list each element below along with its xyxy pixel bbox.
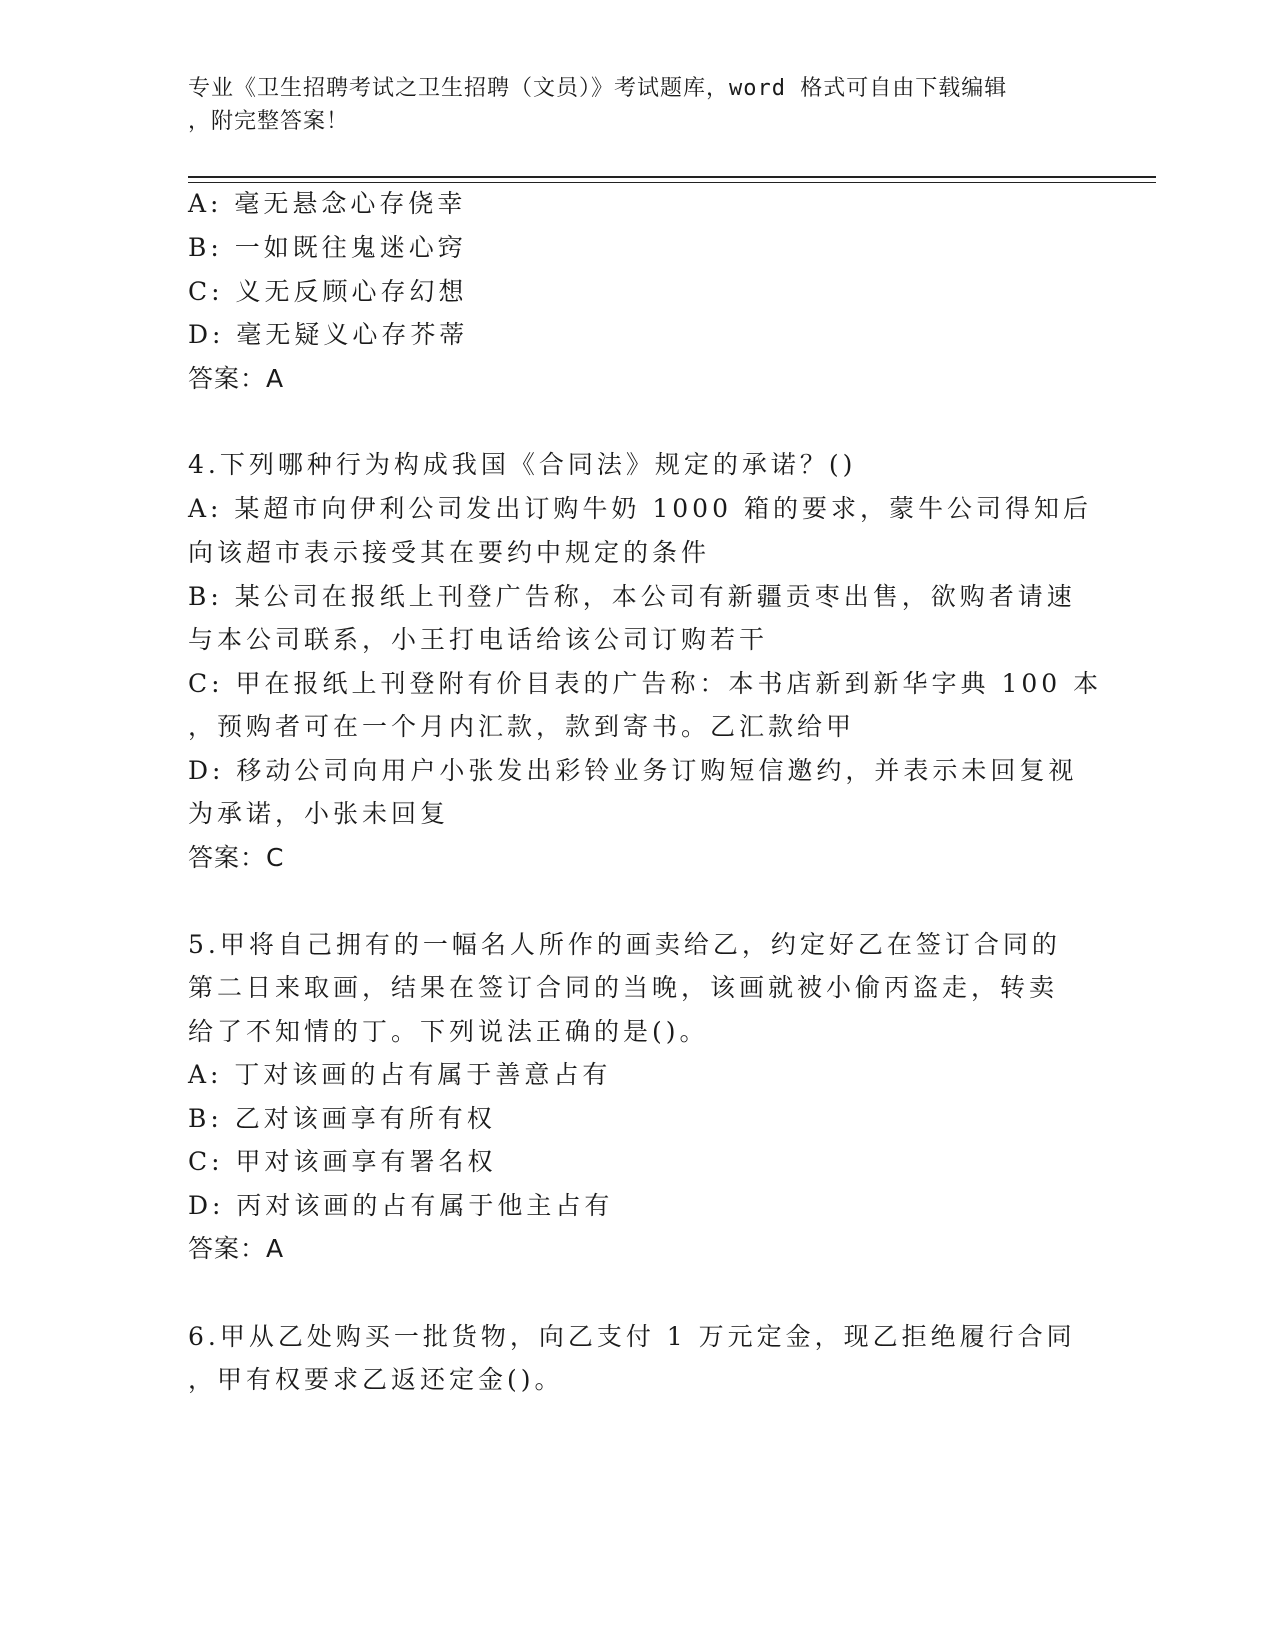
q4-option-b-line-2: 与本公司联系，小王打电话给该公司订购若干 (188, 625, 769, 654)
q5-option-d: D: 丙对该画的占有属于他主占有 (188, 1191, 614, 1220)
header-line-2: ，附完整答案！ (188, 109, 350, 134)
q5-question-line-2: 第二日来取画，结果在签订合同的当晚，该画就被小偷丙盗走，转卖 (188, 973, 1059, 1002)
q4-option-c-line-1: C: 甲在报纸上刊登附有价目表的广告称：本书店新到新华字典 100 本 (188, 669, 1103, 698)
q4-answer: 答案：C (188, 843, 285, 872)
q5-option-a: A: 丁对该画的占有属于善意占有 (188, 1060, 612, 1089)
q3-option-d: D: 毫无疑义心存芥蒂 (188, 320, 469, 349)
header-divider-thick (188, 176, 1156, 178)
q5-answer: 答案：A (188, 1234, 285, 1263)
q3-option-b: B: 一如既往鬼迷心窍 (188, 233, 467, 262)
q6-question-line-2: ，甲有权要求乙返还定金()。 (188, 1365, 564, 1394)
q3-answer: 答案：A (188, 364, 285, 393)
q5-option-b: B: 乙对该画享有所有权 (188, 1104, 496, 1133)
q3-option-c: C: 义无反顾心存幻想 (188, 277, 468, 306)
q4-option-d-line-1: D: 移动公司向用户小张发出彩铃业务订购短信邀约，并表示未回复视 (188, 756, 1078, 785)
q4-option-c-line-2: ，预购者可在一个月内汇款，款到寄书。乙汇款给甲 (188, 712, 856, 741)
q5-question-line-3: 给了不知情的丁。下列说法正确的是()。 (188, 1017, 709, 1046)
q5-option-c: C: 甲对该画享有署名权 (188, 1147, 497, 1176)
q4-option-b-line-1: B: 某公司在报纸上刊登广告称，本公司有新疆贡枣出售，欲购者请速 (188, 582, 1076, 611)
document-header (188, 72, 1088, 138)
q6-question-line-1: 6.甲从乙处购买一批货物，向乙支付 1 万元定金，现乙拒绝履行合同 (188, 1322, 1076, 1351)
q4-question: 4.下列哪种行为构成我国《合同法》规定的承诺？() (188, 450, 857, 479)
q4-option-a-line-1: A: 某超市向伊利公司发出订购牛奶 1000 箱的要求，蒙牛公司得知后 (188, 494, 1092, 523)
header-line-1: 专业《卫生招聘考试之卫生招聘（文员）》考试题库，word 格式可自由下载编辑 (188, 76, 1008, 101)
q4-option-a-line-2: 向该超市表示接受其在要约中规定的条件 (188, 538, 711, 567)
q4-option-d-line-2: 为承诺，小张未回复 (188, 799, 450, 828)
q3-option-a: A: 毫无悬念心存侥幸 (188, 189, 467, 218)
header-divider-thin (188, 182, 1156, 183)
q5-question-line-1: 5.甲将自己拥有的一幅名人所作的画卖给乙，约定好乙在签订合同的 (188, 930, 1061, 959)
